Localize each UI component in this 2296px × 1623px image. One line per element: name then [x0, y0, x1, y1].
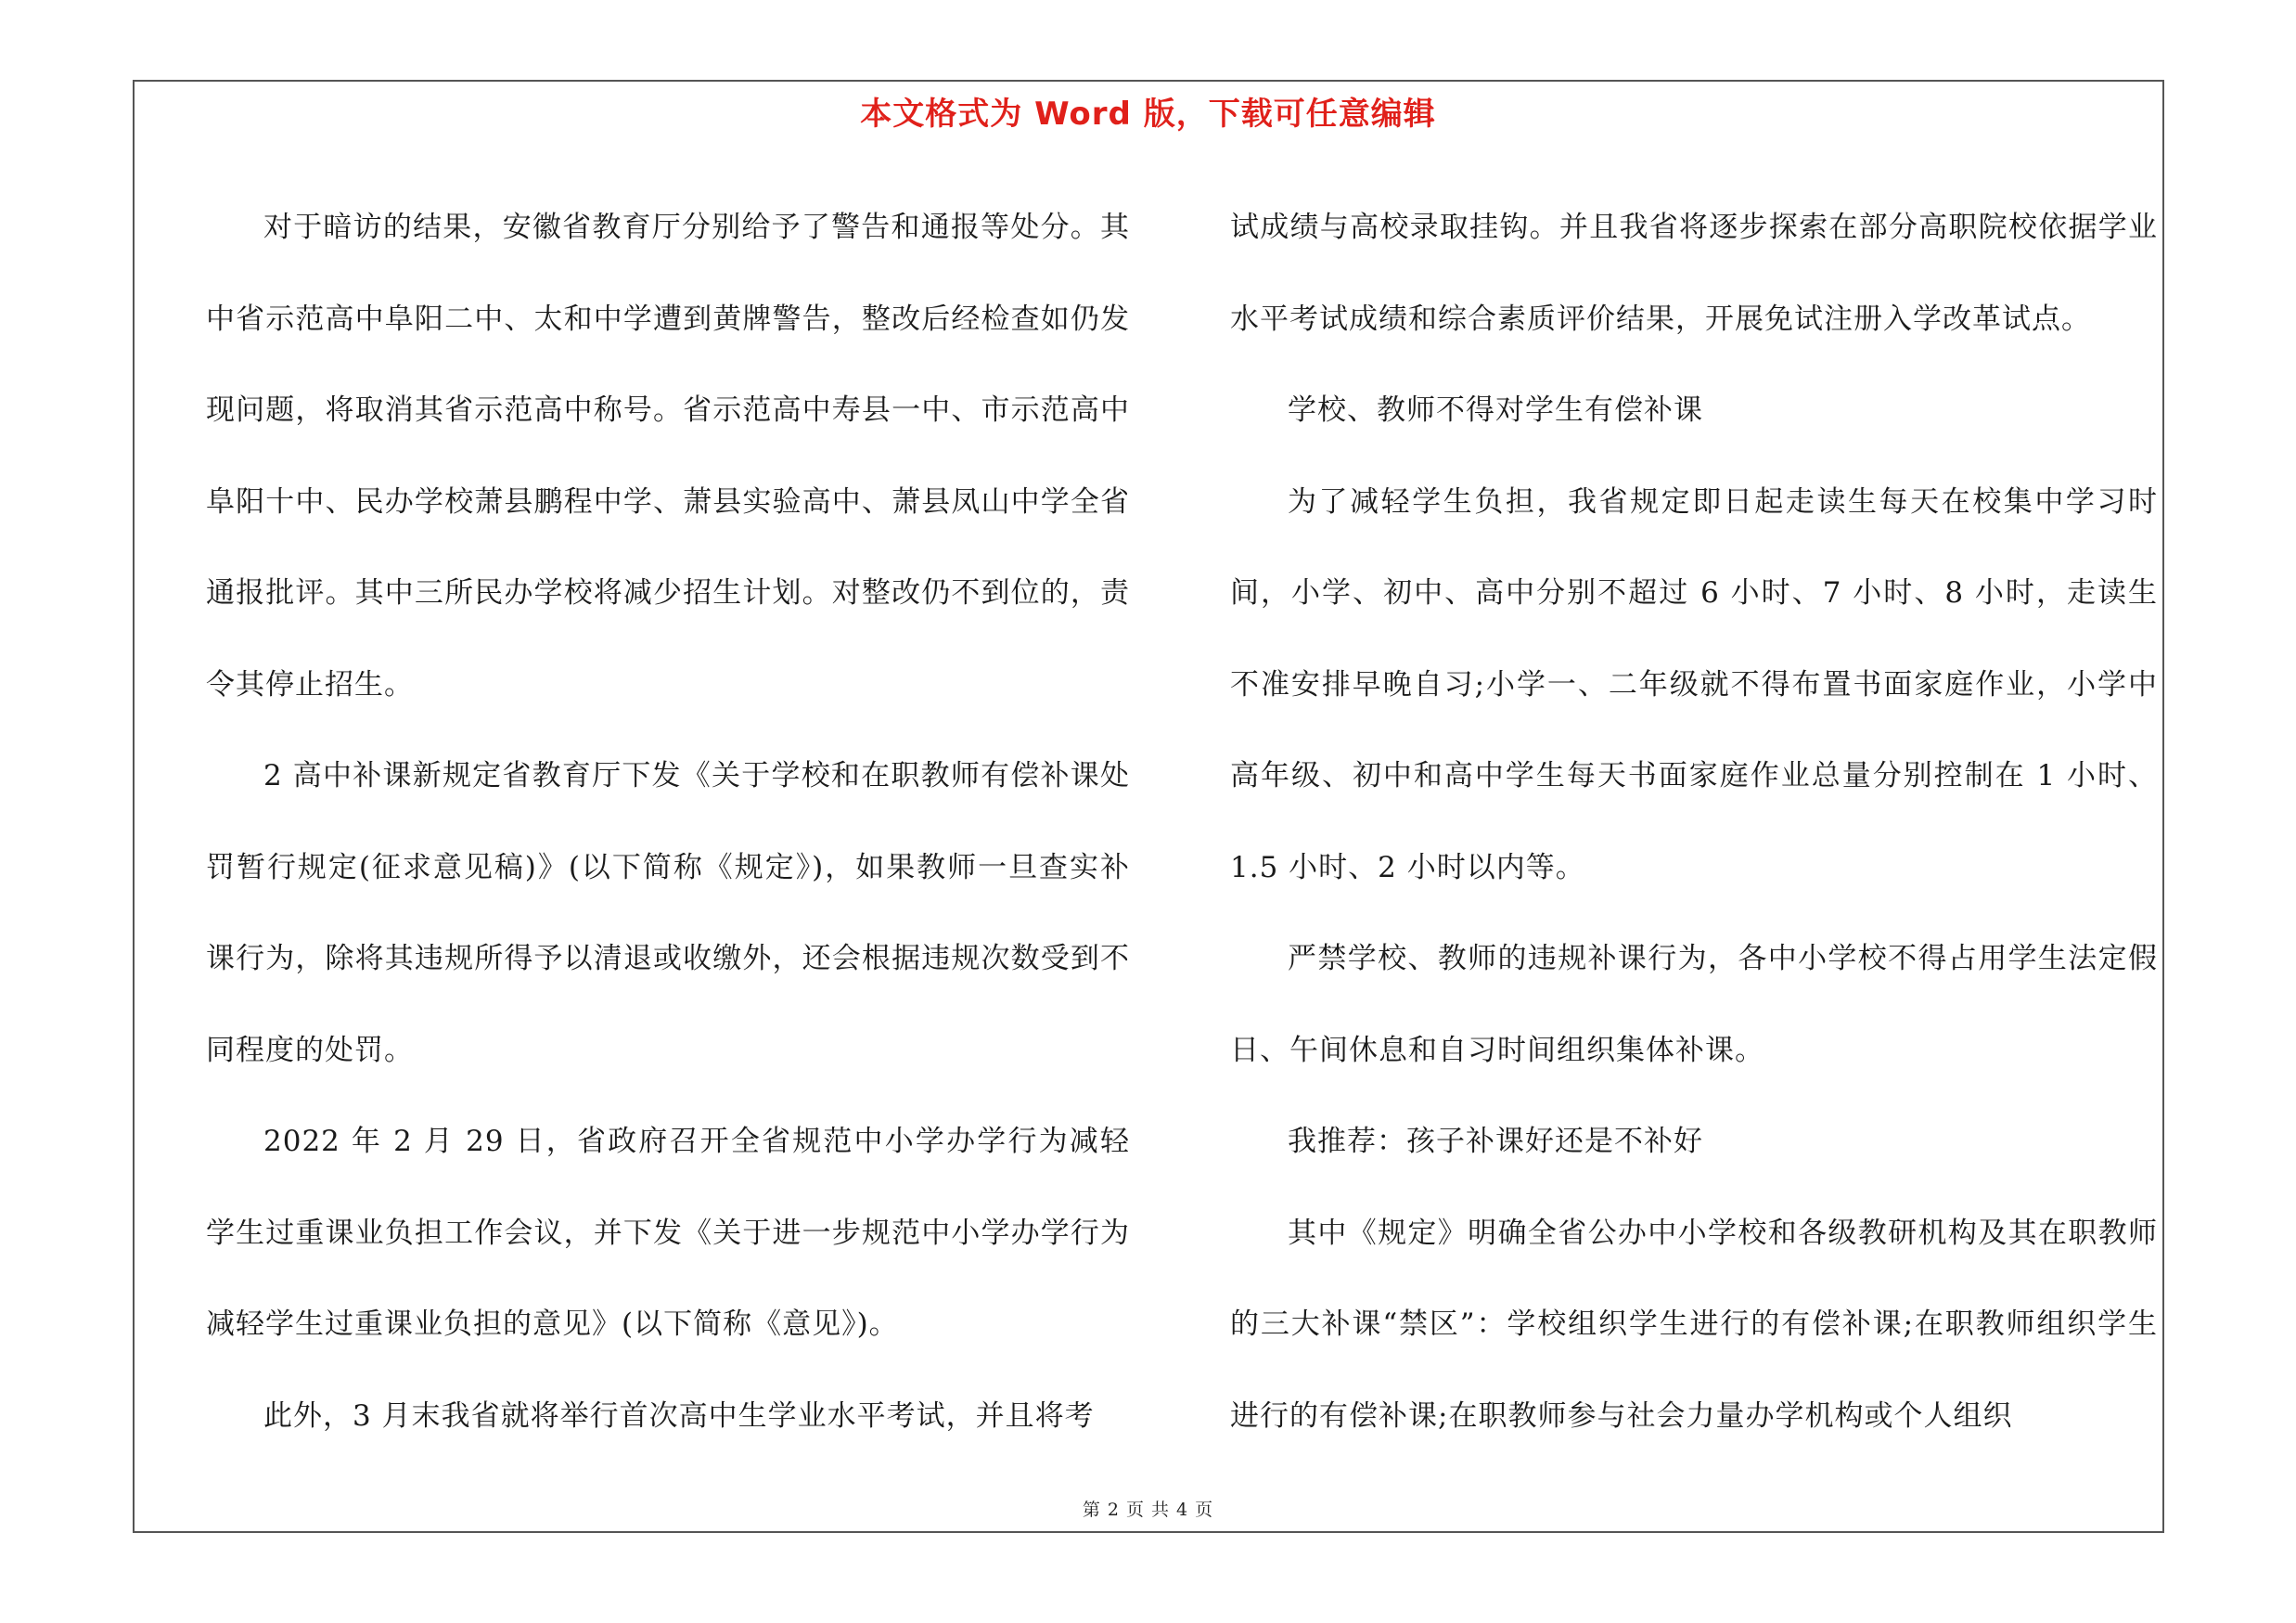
paragraph: 此外，3 月末我省就将举行首次高中生学业水平考试，并且将考	[263, 1398, 1095, 1433]
left-column	[206, 182, 1130, 1462]
paragraph: 为了减轻学生负担，我省规定即日起走读生每天在校集中学习时间，小学、初中、高中分别不超过 6 小时、7 小时、8 小时，走读生不准安排早晚自习;小学一、二年级就不得布置书面家庭作业，小学中高年级、初中和高中学生每天书面家庭作业总量分别控制在 1 小时、1.5 小时、2 小时以内等。	[1230, 484, 2158, 884]
paragraph: 2022 年 2 月 29 日，省政府召开全省规范中小学办学行为减轻学生过重课业负担工作会议，并下发《关于进一步规范中小学办学行为减轻学生过重课业负担的意见》(以下简称《意见》)。	[206, 1125, 1130, 1341]
paragraph: 学校、教师不得对学生有偿补课	[1288, 393, 1703, 427]
page-number-footer: 第 2 页 共 4 页	[1082, 1500, 1214, 1520]
right-column	[1230, 182, 2158, 1462]
paragraph: 2 高中补课新规定省教育厅下发《关于学校和在职教师有偿补课处罚暂行规定(征求意见稿)》(以下简称《规定》)，如果教师一旦查实补课行为，除将其违规所得予以清退或收缴外，还会根据违规次数受到不同程度的处罚。	[206, 759, 1130, 1067]
paragraph: 我推荐：孩子补课好还是不补好	[1288, 1125, 1703, 1158]
paragraph: 对于暗访的结果，安徽省教育厅分别给予了警告和通报等处分。其中省示范高中阜阳二中、太和中学遭到黄牌警告，整改后经检查如仍发现问题，将取消其省示范高中称号。省示范高中寿县一中、市示范高中阜阳十中、民办学校萧县鹏程中学、萧县实验高中、萧县凤山中学全省通报批评。其中三所民办学校将减少招生计划。对整改仍不到位的，责令其停止招生。	[206, 211, 1130, 702]
header-banner: 本文格式为 Word 版，下载可任意编辑	[860, 96, 1436, 133]
paragraph: 其中《规定》明确全省公办中小学校和各级教研机构及其在职教师的三大补课“禁区”：学校组织学生进行的有偿补课;在职教师组织学生进行的有偿补课;在职教师参与社会力量办学机构或个人组织	[1230, 1216, 2158, 1433]
paragraph: 严禁学校、教师的违规补课行为，各中小学校不得占用学生法定假日、午间休息和自习时间组织集体补课。	[1230, 942, 2158, 1067]
paragraph-continuation: 试成绩与高校录取挂钩。并且我省将逐步探索在部分高职院校依据学业水平考试成绩和综合素质评价结果，开展免试注册入学改革试点。	[1230, 211, 2158, 336]
